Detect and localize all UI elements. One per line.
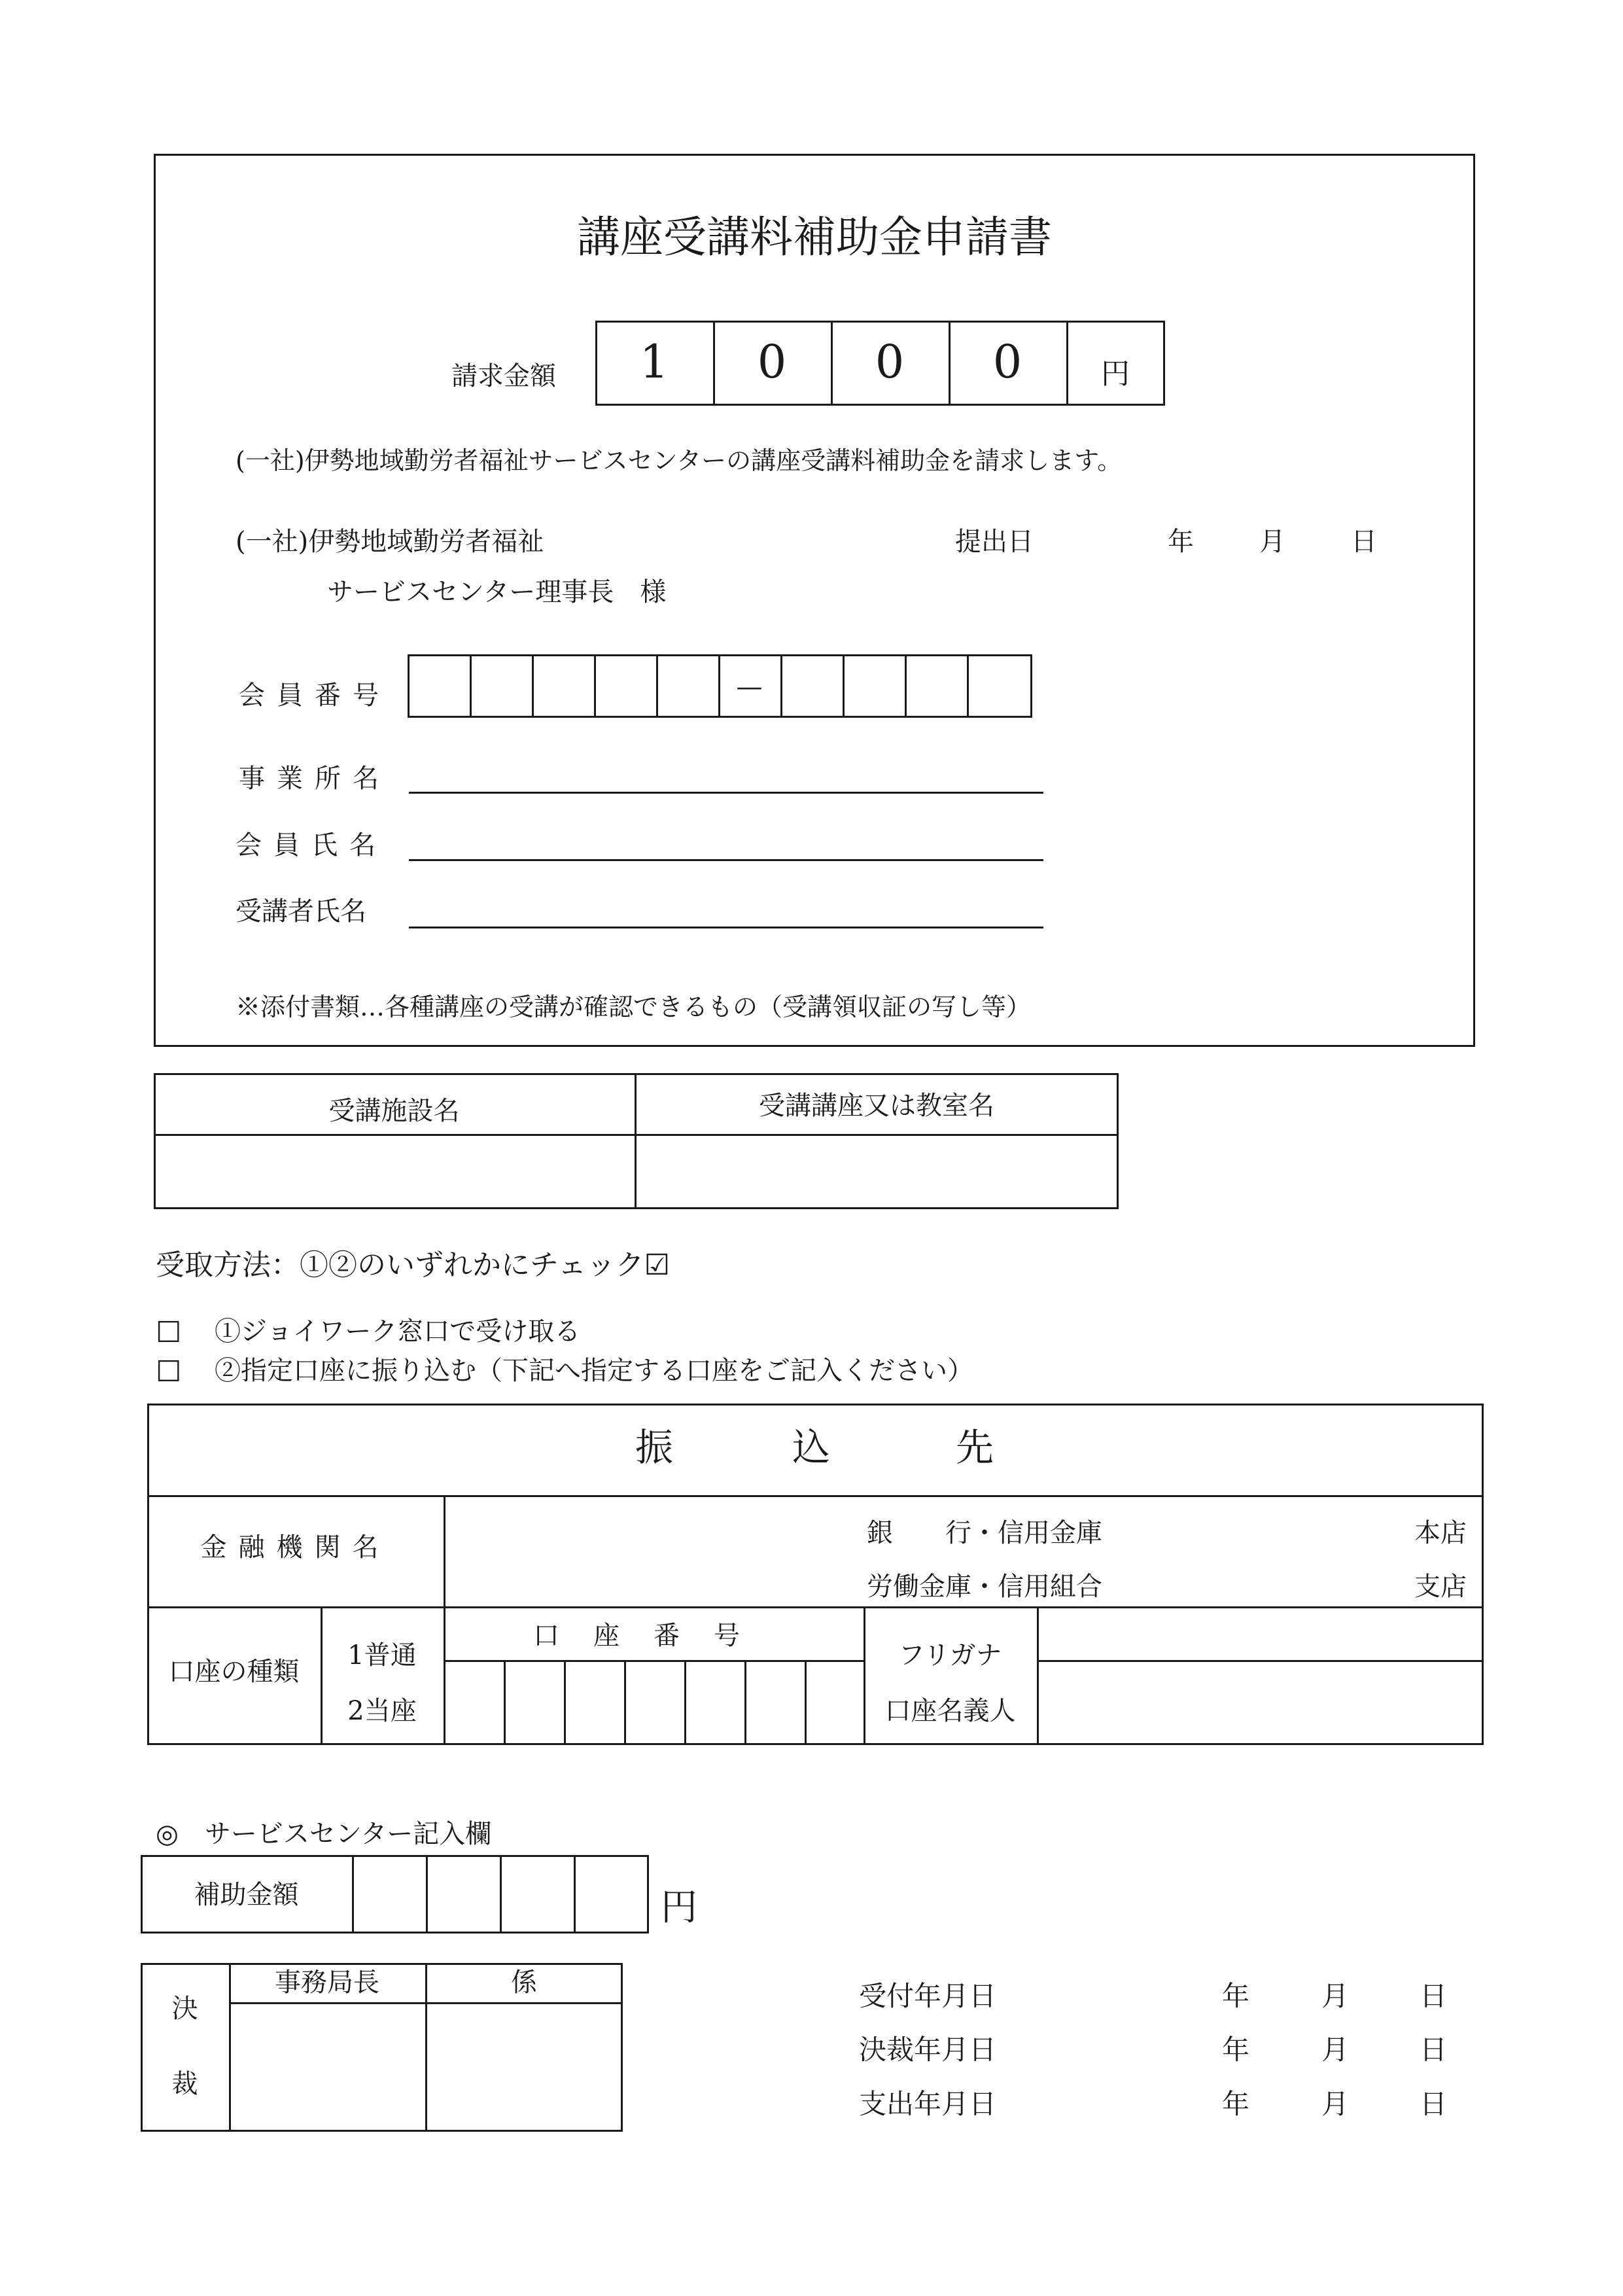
- transfer-title-2: 込: [792, 1425, 830, 1470]
- attendee-name-label: 受講者氏名: [236, 896, 366, 927]
- option1-checkbox[interactable]: ☐: [156, 1316, 182, 1349]
- option1-label: ①ジョイワーク窓口で受け取る: [215, 1316, 581, 1347]
- furigana-field[interactable]: [1040, 1610, 1482, 1659]
- course-name-cell[interactable]: [638, 1137, 1115, 1207]
- received-month: 月: [1321, 1980, 1350, 2012]
- received-day: 日: [1420, 1980, 1448, 2012]
- attendee-name-field[interactable]: [409, 927, 1043, 928]
- facility-name-cell[interactable]: [157, 1137, 633, 1207]
- staff-seal-cell[interactable]: [428, 2005, 621, 2128]
- office-use-label: ◎ サービスセンター記入欄: [156, 1819, 492, 1849]
- member-name-field[interactable]: [409, 859, 1043, 861]
- paid-year: 年: [1222, 2088, 1250, 2120]
- transfer-title-1: 振: [635, 1425, 673, 1470]
- submit-date-label: 提出日: [955, 527, 1034, 557]
- office-name-label: 事業所名: [239, 764, 391, 794]
- decided-year: 年: [1222, 2034, 1250, 2066]
- account-type-1[interactable]: 1普通: [347, 1640, 417, 1670]
- receipt-method-label: 受取方法：①②のいずれかにチェック☑: [156, 1248, 671, 1282]
- account-holder-label: 口座名義人: [884, 1696, 1016, 1726]
- course-table-col1-header: 受講施設名: [328, 1096, 460, 1126]
- staff-label: 係: [511, 1968, 537, 1998]
- option2-checkbox[interactable]: ☐: [156, 1355, 182, 1388]
- course-table-col2-header: 受講講座又は教室名: [759, 1091, 994, 1121]
- amount-digit-1: 1: [639, 335, 669, 389]
- amount-digit-2: 0: [757, 335, 787, 389]
- amount-unit: 円: [1101, 357, 1130, 391]
- amount-label: 請求金額: [451, 361, 556, 391]
- director-label: 事務局長: [275, 1968, 379, 1998]
- addressee-line2: サービスセンター理事長 様: [327, 577, 667, 607]
- paid-day: 日: [1420, 2088, 1448, 2120]
- amount-digit-4: 0: [992, 335, 1022, 389]
- paid-month: 月: [1321, 2088, 1350, 2120]
- submit-month: 月: [1259, 527, 1285, 557]
- branch-sub: 支店: [1414, 1572, 1467, 1602]
- decided-month: 月: [1321, 2034, 1350, 2066]
- account-holder-field[interactable]: [1040, 1663, 1482, 1742]
- option2-label: ②指定口座に振り込む（下記へ指定する口座をご記入ください）: [215, 1356, 973, 1386]
- institution-name-field[interactable]: [447, 1498, 852, 1603]
- decided-day: 日: [1420, 2034, 1448, 2066]
- office-name-field[interactable]: [409, 792, 1043, 794]
- account-number-label: 口座番号: [533, 1621, 774, 1651]
- bank-type-line2: 労働金庫・信用組合: [867, 1572, 1102, 1602]
- account-type-label: 口座の種類: [168, 1657, 300, 1687]
- approval-char-1: 決: [171, 1994, 198, 2024]
- decided-date-label: 決裁年月日: [859, 2034, 997, 2066]
- paid-date-label: 支出年月日: [859, 2088, 997, 2120]
- attachment-note: ※添付書類…各種講座の受講が確認できるもの（受講領収証の写し等）: [236, 993, 1032, 1021]
- received-date-label: 受付年月日: [859, 1980, 997, 2012]
- request-text: (一社)伊勢地域勤労者福祉サービスセンターの講座受講料補助金を請求します。: [236, 446, 1123, 475]
- account-type-2[interactable]: 2当座: [347, 1696, 417, 1726]
- subsidy-amount-field[interactable]: [355, 1858, 646, 1930]
- account-number-field[interactable]: [447, 1663, 862, 1742]
- institution-label: 金融機関名: [200, 1532, 391, 1563]
- member-number-label: 会員番号: [239, 680, 391, 711]
- furigana-label: フリガナ: [898, 1640, 1002, 1670]
- member-name-label: 会員氏名: [236, 830, 387, 860]
- branch-main: 本店: [1414, 1518, 1467, 1548]
- subsidy-amount-label: 補助金額: [194, 1880, 299, 1910]
- amount-digit-3: 0: [875, 335, 905, 389]
- subsidy-amount-unit: 円: [661, 1886, 697, 1929]
- director-seal-cell[interactable]: [232, 2005, 423, 2128]
- member-number-dash: —: [736, 672, 763, 702]
- approval-char-2: 裁: [171, 2069, 198, 2099]
- submit-year: 年: [1168, 527, 1194, 557]
- addressee-line1: (一社)伊勢地域勤労者福祉: [236, 527, 544, 557]
- received-year: 年: [1222, 1980, 1250, 2012]
- transfer-title-3: 先: [955, 1425, 994, 1470]
- page-title: 講座受講料補助金申請書: [577, 212, 1052, 262]
- bank-type-line1: 銀 行・信用金庫: [867, 1518, 1102, 1548]
- submit-day: 日: [1351, 527, 1377, 557]
